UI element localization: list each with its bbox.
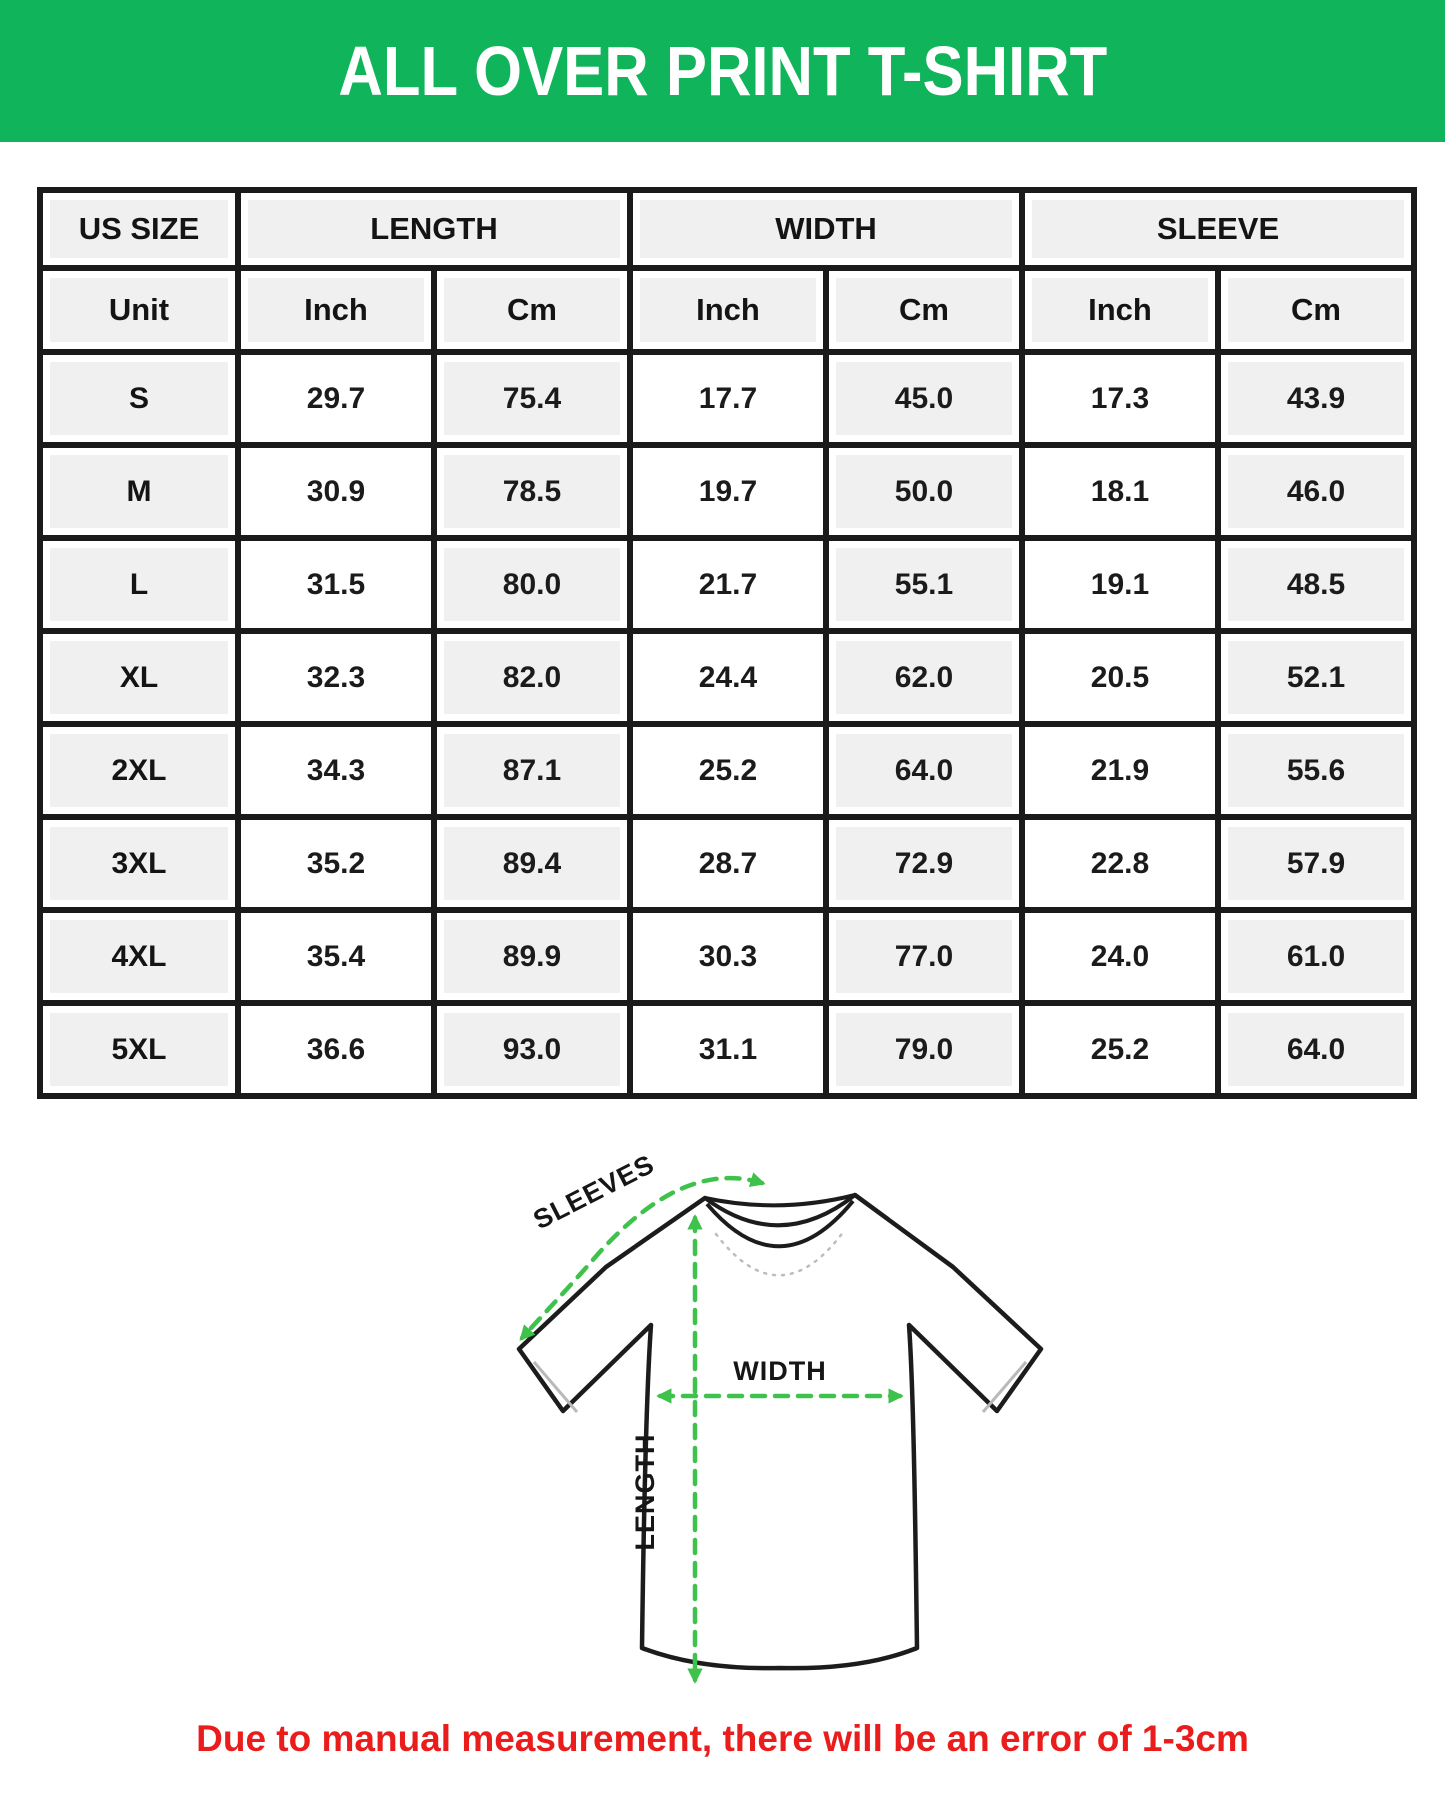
- sleeve-header: SLEEVE: [1022, 190, 1414, 268]
- value-cell: 72.9: [826, 817, 1022, 910]
- value-cell: 22.8: [1022, 817, 1218, 910]
- width-label: WIDTH: [733, 1356, 827, 1386]
- size-cell: 4XL: [40, 910, 238, 1003]
- value-cell: 61.0: [1218, 910, 1414, 1003]
- value-cell: 34.3: [238, 724, 434, 817]
- table-row: [40, 910, 1414, 1003]
- length-header: LENGTH: [238, 190, 630, 268]
- value-cell: 17.3: [1022, 352, 1218, 445]
- size-cell: M: [40, 445, 238, 538]
- unit-cell: Cm: [434, 268, 630, 352]
- value-cell: 75.4: [434, 352, 630, 445]
- value-cell: 50.0: [826, 445, 1022, 538]
- value-cell: 19.7: [630, 445, 826, 538]
- value-cell: 57.9: [1218, 817, 1414, 910]
- value-cell: 93.0: [434, 1003, 630, 1096]
- table-row: [40, 631, 1414, 724]
- value-cell: 24.0: [1022, 910, 1218, 1003]
- table-row: [40, 352, 1414, 445]
- size-cell: XL: [40, 631, 238, 724]
- value-cell: 18.1: [1022, 445, 1218, 538]
- unit-cell: Cm: [1218, 268, 1414, 352]
- value-cell: 24.4: [630, 631, 826, 724]
- size-cell: L: [40, 538, 238, 631]
- unit-cell: Inch: [630, 268, 826, 352]
- value-cell: 28.7: [630, 817, 826, 910]
- value-cell: 48.5: [1218, 538, 1414, 631]
- value-cell: 25.2: [630, 724, 826, 817]
- tshirt-outline: [519, 1195, 1041, 1668]
- value-cell: 64.0: [826, 724, 1022, 817]
- value-cell: 62.0: [826, 631, 1022, 724]
- unit-cell: Inch: [238, 268, 434, 352]
- value-cell: 35.4: [238, 910, 434, 1003]
- table-header-row: [40, 190, 1414, 268]
- value-cell: 35.2: [238, 817, 434, 910]
- unit-row: [40, 268, 1414, 352]
- value-cell: 55.6: [1218, 724, 1414, 817]
- value-cell: 46.0: [1218, 445, 1414, 538]
- unit-label: Unit: [40, 268, 238, 352]
- value-cell: 30.3: [630, 910, 826, 1003]
- value-cell: 31.1: [630, 1003, 826, 1096]
- value-cell: 89.9: [434, 910, 630, 1003]
- corner-header: US SIZE: [40, 190, 238, 268]
- value-cell: 79.0: [826, 1003, 1022, 1096]
- value-cell: 31.5: [238, 538, 434, 631]
- table-row: [40, 817, 1414, 910]
- value-cell: 19.1: [1022, 538, 1218, 631]
- size-chart-table: [37, 187, 1417, 1099]
- sleeves-label: SLEEVES: [528, 1148, 660, 1236]
- value-cell: 32.3: [238, 631, 434, 724]
- value-cell: 87.1: [434, 724, 630, 817]
- value-cell: 30.9: [238, 445, 434, 538]
- unit-cell: Cm: [826, 268, 1022, 352]
- table-row: [40, 445, 1414, 538]
- value-cell: 64.0: [1218, 1003, 1414, 1096]
- value-cell: 21.7: [630, 538, 826, 631]
- table-row: [40, 1003, 1414, 1096]
- value-cell: 77.0: [826, 910, 1022, 1003]
- value-cell: 45.0: [826, 352, 1022, 445]
- value-cell: 89.4: [434, 817, 630, 910]
- value-cell: 29.7: [238, 352, 434, 445]
- value-cell: 20.5: [1022, 631, 1218, 724]
- value-cell: 55.1: [826, 538, 1022, 631]
- value-cell: 21.9: [1022, 724, 1218, 817]
- size-cell: S: [40, 352, 238, 445]
- tshirt-diagram: [420, 1125, 1160, 1735]
- value-cell: 43.9: [1218, 352, 1414, 445]
- width-header: WIDTH: [630, 190, 1022, 268]
- value-cell: 52.1: [1218, 631, 1414, 724]
- title-banner: [0, 0, 1445, 142]
- value-cell: 78.5: [434, 445, 630, 538]
- table-row: [40, 724, 1414, 817]
- value-cell: 80.0: [434, 538, 630, 631]
- size-cell: 3XL: [40, 817, 238, 910]
- value-cell: 36.6: [238, 1003, 434, 1096]
- unit-cell: Inch: [1022, 268, 1218, 352]
- value-cell: 17.7: [630, 352, 826, 445]
- table-row: [40, 538, 1414, 631]
- page-title: ALL OVER PRINT T-SHIRT: [338, 32, 1107, 110]
- measurement-disclaimer: Due to manual measurement, there will be an error of 1-3cm: [196, 1718, 1249, 1759]
- value-cell: 82.0: [434, 631, 630, 724]
- value-cell: 25.2: [1022, 1003, 1218, 1096]
- size-cell: 5XL: [40, 1003, 238, 1096]
- length-label: LENGTH: [630, 1433, 660, 1551]
- size-cell: 2XL: [40, 724, 238, 817]
